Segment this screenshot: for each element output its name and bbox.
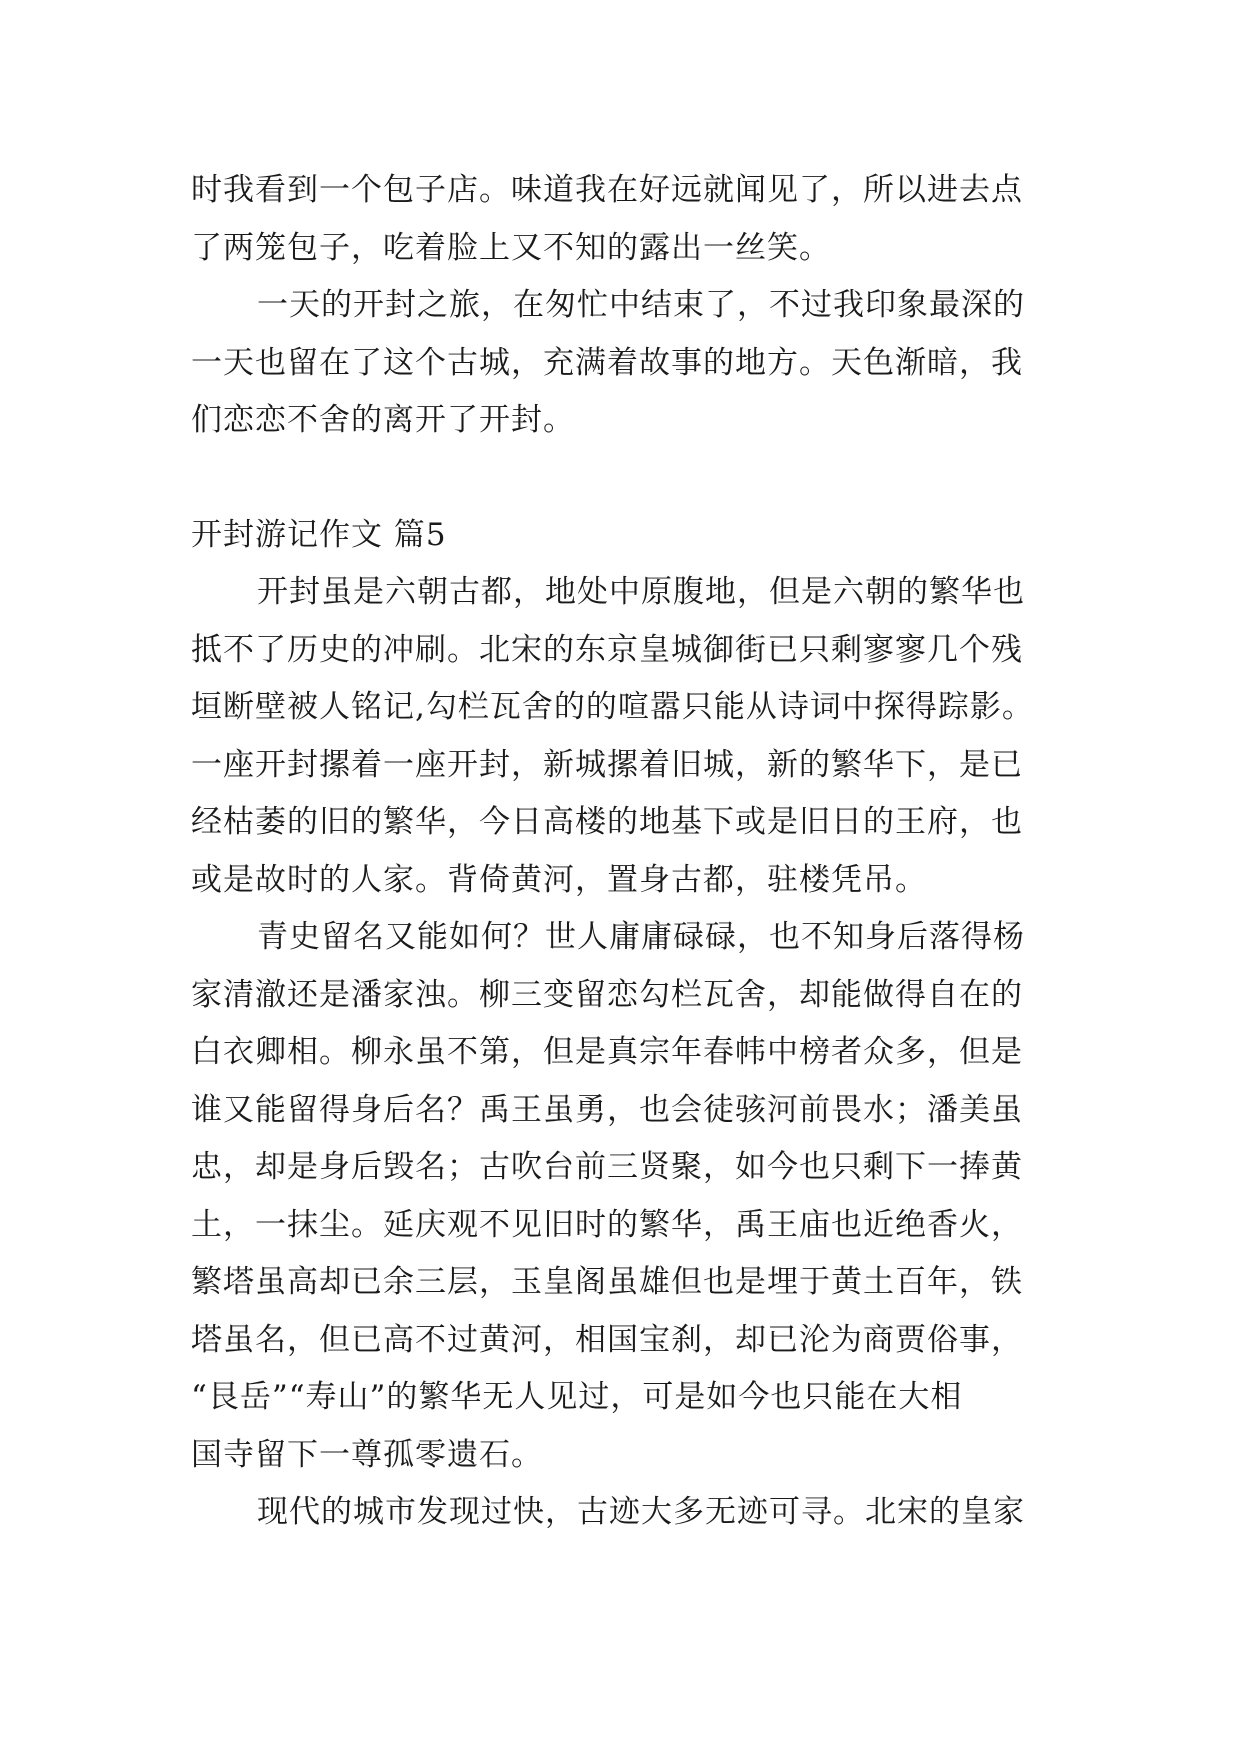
text-line: 经枯萎的旧的繁华，今日高楼的地基下或是旧日的王府，也 xyxy=(191,804,1023,840)
section-heading: 开封游记作文 篇5 xyxy=(191,516,447,553)
text-line: 现代的城市发现过快，古迹大多无迹可寻。北宋的皇家 xyxy=(257,1494,1025,1530)
text-line: 国寺留下一尊孤零遗石。 xyxy=(191,1436,543,1473)
paragraph xyxy=(191,564,1056,909)
paragraph xyxy=(191,277,1056,450)
text-line: 土，一抹尘。延庆观不见旧时的繁华，禹王庙也近绝香火， xyxy=(191,1206,1023,1243)
text-line: 忠，却是身后毁名；古吹台前三贤聚，如今也只剩下一捧黄 xyxy=(191,1149,1023,1185)
document-body xyxy=(191,162,1056,1542)
text-line: 家清澈还是潘家浊。柳三变留恋勾栏瓦舍，却能做得自在的 xyxy=(191,976,1023,1013)
text-line: 了两笼包子，吃着脸上又不知的露出一丝笑。 xyxy=(191,229,831,266)
text-line: 一座开封摞着一座开封，新城摞着旧城，新的繁华下，是已 xyxy=(191,746,1023,783)
text-line: 们恋恋不舍的离开了开封。 xyxy=(191,402,575,438)
text-line: 谁又能留得身后名？禹王虽勇，也会徒骇河前畏水；潘美虽 xyxy=(191,1091,1023,1128)
text-line: “艮岳”“寿山”的繁华无人见过，可是如今也只能在大相 xyxy=(191,1379,963,1415)
text-line: 一天的开封之旅，在匆忙中结束了，不过我印象最深的 xyxy=(257,287,1025,323)
text-line: 或是故时的人家。背倚黄河，置身古都，驻楼凭吊。 xyxy=(191,861,927,898)
text-line: 垣断壁被人铭记,勾栏瓦舍的的喧嚣只能从诗词中探得踪影。 xyxy=(191,689,1034,725)
paragraph xyxy=(191,1484,1056,1542)
text-line: 塔虽名，但已高不过黄河，相国宝刹，却已沦为商贾俗事， xyxy=(191,1321,1023,1358)
text-line: 白衣卿相。柳永虽不第，但是真宗年春帏中榜者众多，但是 xyxy=(191,1034,1023,1070)
paragraph xyxy=(191,162,1056,277)
text-line: 繁塔虽高却已余三层，玉皇阁虽雄但也是埋于黄土百年，铁 xyxy=(191,1264,1023,1300)
text-line: 青史留名又能如何？世人庸庸碌碌，也不知身后落得杨 xyxy=(257,919,1025,955)
text-line: 一天也留在了这个古城，充满着故事的地方。天色渐暗，我 xyxy=(191,344,1023,381)
text-line: 开封虽是六朝古都，地处中原腹地，但是六朝的繁华也 xyxy=(257,574,1025,610)
text-line: 时我看到一个包子店。味道我在好远就闻见了，所以进去点 xyxy=(191,172,1023,208)
paragraph xyxy=(191,909,1056,1484)
text-line: 抵不了历史的冲刷。北宋的东京皇城御街已只剩寥寥几个残 xyxy=(191,631,1023,668)
